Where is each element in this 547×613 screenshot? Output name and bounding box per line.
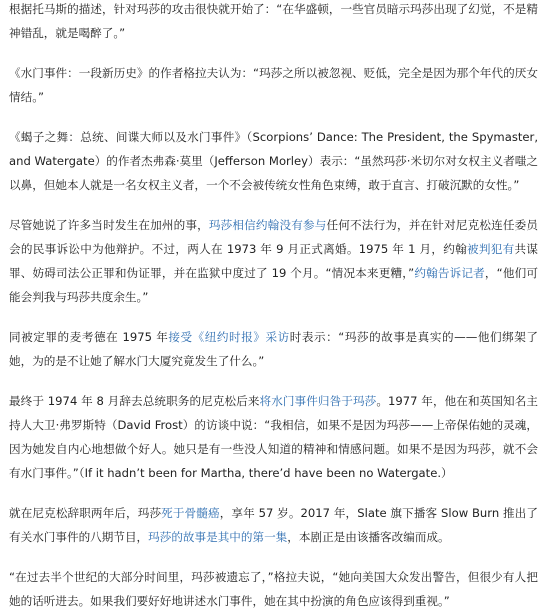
paragraph-text: 根据托马斯的描述，针对玛莎的攻击很快就开始了：“在华盛顿，一些官员暗示玛莎出现了幻觉，不是精神错乱，就是喝醉了。” xyxy=(9,2,538,40)
paragraph-text: 共谋罪、妨碍司法公正罪和伪证罪，并在监狱中度过了 19 个月。“情况本来更糟，” xyxy=(9,242,538,280)
paragraph-text: “在过去半个世纪的大部分时间里，玛莎被遗忘了，”格拉夫说，“她向美国大众发出警告，但很少有人把她的话听进去。如果我们要好好地讲述水门事件，她在其中扮演的角色应该得到重视。” xyxy=(9,570,538,608)
paragraph-text: ，享年 57 岁。2017 年，Slate 旗下播客 Slow Burn 推出了有关水门事件的八期节目， xyxy=(9,506,538,544)
article-paragraph xyxy=(9,61,538,109)
paragraph-text: ，“他们可能会判我与玛莎共度余生。” xyxy=(9,266,538,304)
article-paragraph xyxy=(9,389,538,485)
paragraph-text: 尽管她说了许多当时发生在加州的事， xyxy=(9,218,209,232)
paragraph-text: 最终于 1974 年 8 月辞去总统职务的尼克松后来 xyxy=(9,394,260,408)
paragraph-text: 时表示：“玛莎的故事是真实的——他们绑架了她，为的是不让她了解水门大厦究竟发生了什么。” xyxy=(9,330,538,368)
article-paragraph xyxy=(9,501,538,549)
article-link[interactable]: 被判犯有 xyxy=(466,242,515,256)
paragraph-text: 任何不法行为，并在针对尼克松连任委员会的民事诉讼中为他辩护。不过，两人在 1973 年 9 月正式离婚。1975 年 1 月，约翰 xyxy=(9,218,538,256)
paragraph-text: 。1977 年，他在和英国知名主持人大卫·弗罗斯特（David Frost）的访谈中说：“我相信，如果不是因为玛莎——上帝保佑她的灵魂，因为她发自内心地想做个好人。她只是有一些没人知道的精神和情感问题。如果不是因为玛莎，就不会有水门事件。”（If it hadn’t been for Martha, there’d have been no Watergate.） xyxy=(9,394,538,480)
paragraph-text: 就在尼克松辞职两年后，玛莎 xyxy=(9,506,162,520)
paragraph-text: ，本剧正是由该播客改编而成。 xyxy=(287,530,450,544)
article-link[interactable]: 约翰告诉记者 xyxy=(414,266,485,280)
article-paragraph xyxy=(9,125,538,197)
article-link[interactable]: 死于骨髓癌 xyxy=(161,506,220,520)
paragraph-text: 《水门事件：一段新历史》的作者格拉夫认为：“玛莎之所以被忽视、贬低，完全是因为那个年代的厌女情结。” xyxy=(9,66,538,104)
paragraph-text: 同被定罪的麦考德在 1975 年 xyxy=(9,330,169,344)
article-link[interactable]: 将水门事件归咎于玛莎 xyxy=(259,394,377,408)
article-paragraph xyxy=(9,565,538,613)
paragraph-text: 《蝎子之舞：总统、间谍大师以及水门事件》（Scorpions’ Dance: The President, the Spymaster, and Watergate）的作者杰弗森·莫里（Jefferson Morley）表示：“虽然玛莎·米切尔对女权主义者嗤之以鼻，但她本人就是一名女权主义者，一个不会被传统女性角色束缚，敢于直言、打破沉默的女性。” xyxy=(9,130,538,192)
article-paragraph xyxy=(9,213,538,309)
article-link[interactable]: 玛莎的故事是其中的第一集 xyxy=(148,530,288,544)
article-link[interactable]: 玛莎相信约翰没有参与 xyxy=(208,218,327,232)
article-paragraph xyxy=(9,325,538,373)
article-link[interactable]: 接受《纽约时报》采访 xyxy=(168,330,290,344)
article-paragraph xyxy=(9,0,538,45)
